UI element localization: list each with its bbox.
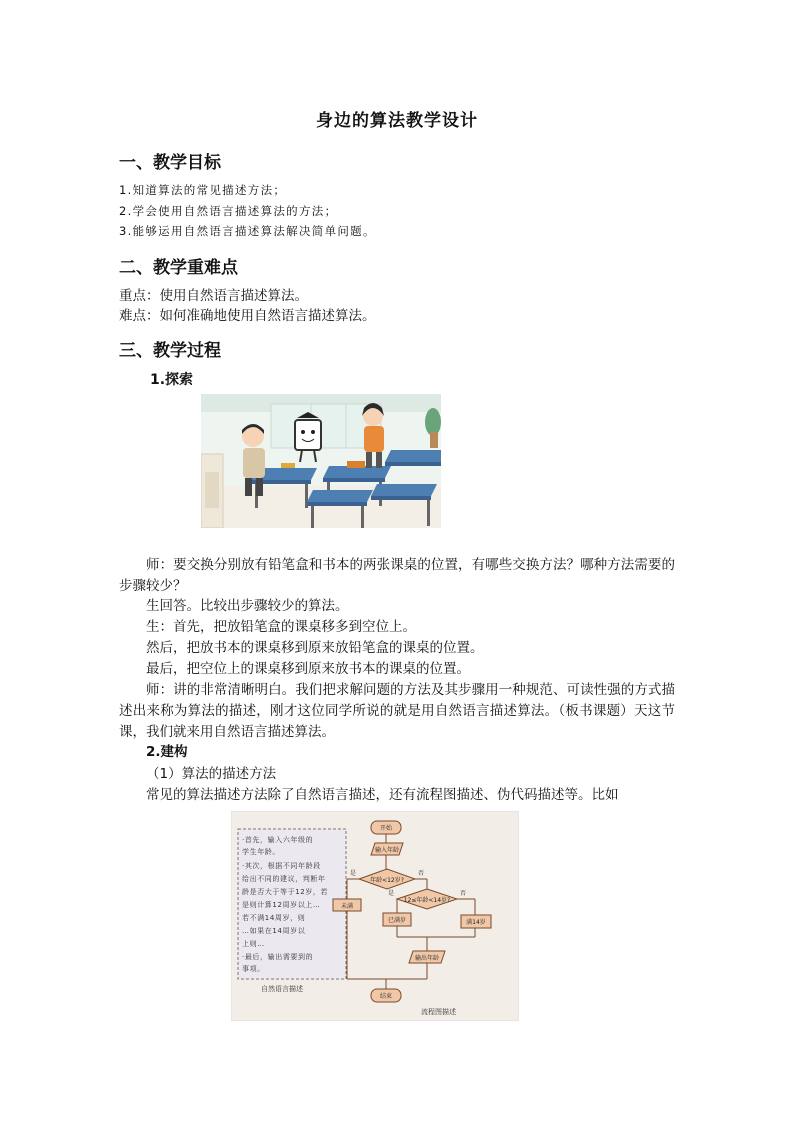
classroom-illustration: [201, 394, 441, 528]
natural-line: 给出不同的建议，判断年: [242, 875, 326, 883]
flow-condition-1: 年龄<12岁?: [370, 877, 404, 884]
difficult-point: 难点：如何准确地使用自然语言描述算法。: [119, 308, 376, 324]
flow-no-1: 否: [417, 870, 425, 877]
flow-yes-2: 是: [387, 890, 395, 897]
natural-line: 事项。: [242, 965, 265, 973]
flow-left: 未满: [340, 903, 354, 910]
subheading-description-methods: （1）算法的描述方法: [146, 766, 277, 782]
flow-no-2: 否: [459, 890, 467, 897]
goal-item-1: 1.知道算法的常见描述方法；: [119, 183, 287, 197]
goal-item-2: 2.学会使用自然语言描述算法的方法；: [119, 204, 338, 218]
section-heading-keypoints: 二、教学重难点: [119, 258, 238, 278]
natural-line: …如果在14周岁以: [242, 927, 306, 935]
flow-yes-1: 是: [349, 870, 357, 877]
natural-line: 学生年龄。: [242, 848, 280, 856]
teacher-question: 师：要交换分别放有铅笔盒和书本的两张课桌的位置，有哪些交换方法？哪种方法需要的步骤较少？: [119, 557, 675, 594]
flow-condition-2: 12≤年龄<14岁?: [403, 897, 451, 904]
teacher-summary: 师：讲的非常清晰明白。我们把求解问题的方法及其步骤用一种规范、可读性强的方式描述出来称为算法的描述，刚才这位同学所说的就是用自然语言描述算法。（板书课题）天这节课，我们就来用自然语言描述算法。: [119, 682, 675, 740]
section-heading-process: 三、教学过程: [119, 341, 221, 361]
natural-line: ·其次，根据不同年龄段: [242, 862, 321, 870]
natural-line: 若不满14周岁，则: [242, 914, 306, 922]
natural-line: 龄是否大于等于12岁，若: [242, 888, 329, 896]
methods-intro: 常见的算法描述方法除了自然语言描述，还有流程图描述、伪代码描述等。比如: [146, 787, 619, 803]
student-answer: 生回答。比较出步骤较少的算法。: [146, 598, 349, 614]
key-point: 重点：使用自然语言描述算法。: [119, 288, 308, 304]
subheading-explore: 1.探索: [150, 372, 194, 388]
flow-mid: 已满岁: [387, 917, 407, 924]
flow-input: 输入年龄: [374, 847, 400, 854]
natural-line: ·首先，输入六年级的: [242, 836, 314, 844]
flow-right: 满14岁: [466, 919, 486, 926]
flow-output: 输出年龄: [414, 955, 440, 962]
natural-line: ·最后，输出需要到的: [242, 953, 314, 961]
step-first: 生：首先，把放铅笔盒的课桌移多到空位上。: [146, 619, 416, 635]
flow-start: 开始: [379, 825, 393, 832]
section-heading-goals: 一、教学目标: [119, 153, 221, 173]
natural-line: 上则…: [242, 940, 265, 948]
natural-line: 是则计算12周岁以上…: [242, 901, 321, 909]
goal-item-3: 3.能够运用自然语言描述算法解决简单问题。: [119, 224, 376, 238]
step-finally: 最后，把空位上的课桌移到原来放书本的课桌的位置。: [146, 661, 470, 677]
flowchart-caption: 流程图描述: [421, 1008, 456, 1016]
page-title: 身边的算法教学设计: [316, 111, 478, 131]
flow-end: 结束: [379, 993, 393, 1000]
step-then: 然后，把放书本的课桌移到原来放铅笔盒的课桌的位置。: [146, 640, 484, 656]
natural-caption: 自然语言描述: [261, 985, 303, 993]
algorithm-description-figure: [231, 811, 519, 1021]
subheading-construct: 2.建构: [146, 744, 188, 760]
